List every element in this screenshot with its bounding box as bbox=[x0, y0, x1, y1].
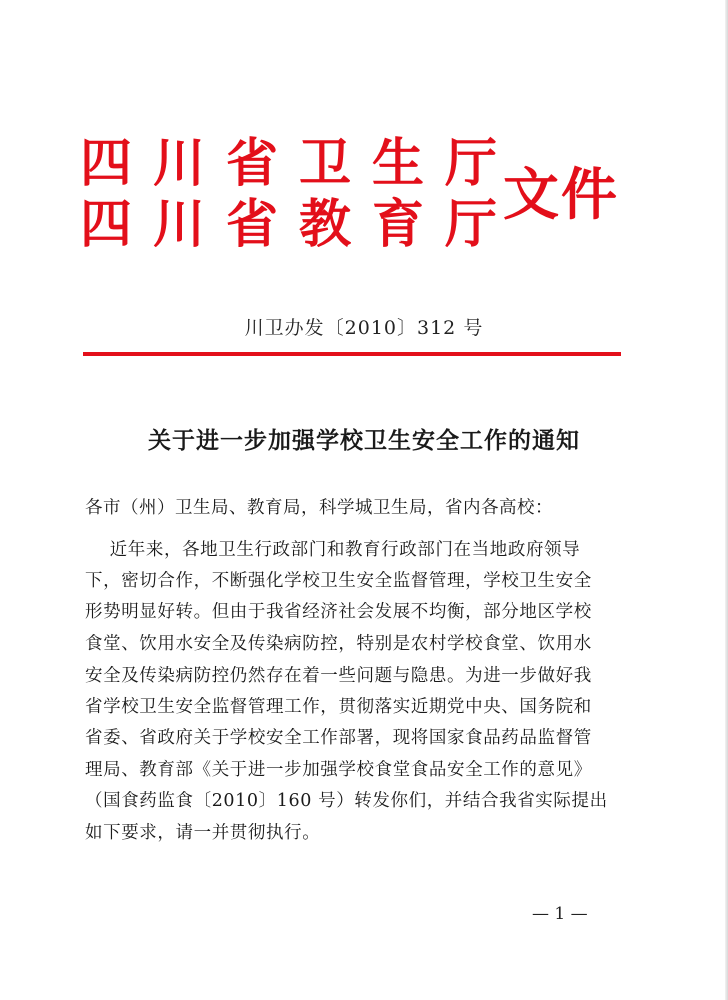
red-divider bbox=[83, 352, 621, 356]
document-type-label: 文件 bbox=[503, 162, 619, 228]
document-title: 关于进一步加强学校卫生安全工作的通知 bbox=[148, 427, 580, 454]
issuer-education-dept: 四川省教育厅 bbox=[80, 194, 519, 255]
body-line: 如下要求，请一并贯彻执行。 bbox=[85, 823, 321, 843]
body-line: （国食药监食〔2010〕160 号）转发你们，并结合我省实际提出 bbox=[85, 791, 608, 811]
issuer-health-dept: 四川省卫生厅 bbox=[80, 133, 519, 194]
body-line: 理局、教育部《关于进一步加强学校食堂食品安全工作的意见》 bbox=[85, 760, 592, 780]
body-line: 省委、省政府关于学校安全工作部署，现将国家食品药品监督管 bbox=[85, 728, 592, 748]
body-line: 下，密切合作，不断强化学校卫生安全监督管理，学校卫生安全 bbox=[85, 571, 592, 591]
body-line: 安全及传染病防控仍然存在着一些问题与隐患。为进一步做好我 bbox=[85, 666, 592, 686]
document-number: 川卫办发〔2010〕312 号 bbox=[244, 317, 484, 339]
page-number: — 1 — bbox=[532, 904, 588, 924]
body-line: 近年来，各地卫生行政部门和教育行政部门在当地政府领导 bbox=[85, 540, 581, 560]
body-line: 食堂、饮用水安全及传染病防控，特别是农村学校食堂、饮用水 bbox=[85, 634, 592, 654]
body-line: 省学校卫生安全监督管理工作，贯彻落实近期党中央、国务院和 bbox=[85, 697, 592, 717]
salutation: 各市（州）卫生局、教育局，科学城卫生局，省内各高校： bbox=[85, 498, 553, 518]
body-line: 形势明显好转。但由于我省经济社会发展不均衡，部分地区学校 bbox=[85, 602, 592, 622]
